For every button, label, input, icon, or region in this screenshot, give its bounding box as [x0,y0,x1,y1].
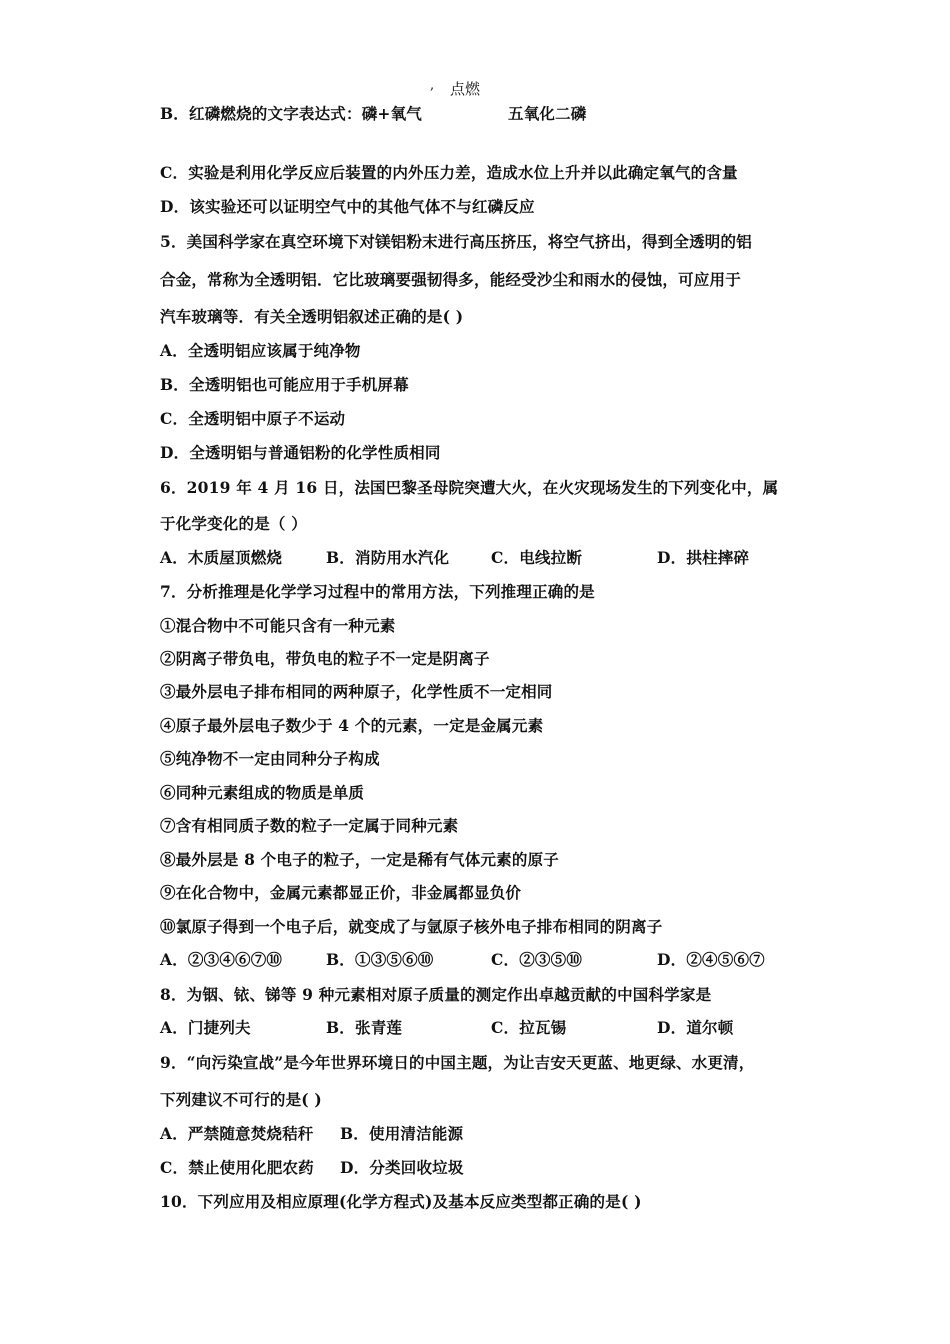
q4-option-b-right: 五氧化二磷 [508,104,587,123]
q7-item-10: ⑩氯原子得到一个电子后，就变成了与氩原子核外电子排布相同的阴离子 [160,917,663,936]
q7-option-d: D．②④⑤⑥⑦ [657,950,765,969]
q7-item-2: ②阴离子带负电，带负电的粒子不一定是阴离子 [160,649,490,668]
q7-item-5: ⑤纯净物不一定由同种分子构成 [160,749,380,768]
q7-option-a: A．②③④⑥⑦⑩ [160,950,283,969]
q6-option-a: A．木质屋顶燃烧 [160,548,283,567]
q6-stem-line1: 6．2019 年 4 月 16 日，法国巴黎圣母院突遭大火，在火灾现场发生的下列变化中，属 [160,478,779,497]
q9-stem-line1: 9．“向污染宣战”是今年世界环境日的中国主题，为让吉安天更蓝、地更绿、水更清， [160,1053,755,1072]
q7-stem: 7．分析推理是化学学习过程中的常用方法，下列推理正确的是 [160,582,595,601]
q9-option-b: B．使用清洁能源 [340,1124,464,1143]
q9-option-d: D．分类回收垃圾 [340,1158,464,1177]
q6-option-c: C．电线拉断 [491,548,583,567]
condition-mark: , [430,78,435,93]
q5-stem-line3: 汽车玻璃等．有关全透明铝叙述正确的是( ) [160,307,464,326]
q4-option-b [160,102,587,124]
q8-option-b: B．张青莲 [326,1018,403,1037]
q6-option-d: D．拱柱摔碎 [657,548,750,567]
q7-item-6: ⑥同种元素组成的物质是单质 [160,783,365,802]
q7-item-3: ③最外层电子排布相同的两种原子，化学性质不一定相同 [160,682,553,701]
q8-stem: 8．为铟、铱、锑等 9 种元素相对原子质量的测定作出卓越贡献的中国科学家是 [160,985,712,1004]
q7-item-9: ⑨在化合物中，金属元素都显正价，非金属都显负价 [160,883,522,902]
q5-stem-line1: 5．美国科学家在真空环境下对镁铝粉末进行高压挤压，将空气挤出，得到全透明的铝 [160,232,752,251]
q9-option-a: A．严禁随意焚烧秸秆 [160,1124,314,1143]
q9-option-c: C．禁止使用化肥农药 [160,1158,314,1177]
q7-item-7: ⑦含有相同质子数的粒子一定属于同种元素 [160,816,459,835]
q4-option-c: C．实验是利用化学反应后装置的内外压力差，造成水位上升并以此确定氧气的含量 [160,163,738,182]
q7-option-b: B．①③⑤⑥⑩ [326,950,434,969]
q5-option-b: B．全透明铝也可能应用于手机屏幕 [160,375,409,394]
q8-option-c: C．拉瓦锡 [491,1018,567,1037]
q7-item-8: ⑧最外层是 8 个电子的粒子，一定是稀有气体元素的原子 [160,850,559,869]
q4-option-b-left: B．红磷燃烧的文字表达式：磷+氧气 [160,104,422,123]
q7-item-4: ④原子最外层电子数少于 4 个的元素，一定是金属元素 [160,716,544,735]
q5-option-a: A．全透明铝应该属于纯净物 [160,341,361,360]
q8-option-d: D．道尔顿 [657,1018,734,1037]
q5-stem-line2: 合金，常称为全透明铝．它比玻璃要强韧得多，能经受沙尘和雨水的侵蚀，可应用于 [160,270,741,289]
reaction-condition: 点燃 [450,80,481,98]
q6-stem-line2: 于化学变化的是（ ） [160,514,307,533]
q9-stem-line2: 下列建议不可行的是( ) [160,1090,322,1109]
q5-option-c: C．全透明铝中原子不运动 [160,409,346,428]
q7-item-1: ①混合物中不可能只含有一种元素 [160,616,396,635]
q10-stem: 10．下列应用及相应原理(化学方程式)及基本反应类型都正确的是( ) [160,1192,642,1211]
q5-option-d: D．全透明铝与普通铝粉的化学性质相同 [160,443,441,462]
q6-option-b: B．消防用水汽化 [326,548,450,567]
q4-option-d: D．该实验还可以证明空气中的其他气体不与红磷反应 [160,197,535,216]
q7-option-c: C．②③⑤⑩ [491,950,583,969]
q8-option-a: A．门捷列夫 [160,1018,251,1037]
